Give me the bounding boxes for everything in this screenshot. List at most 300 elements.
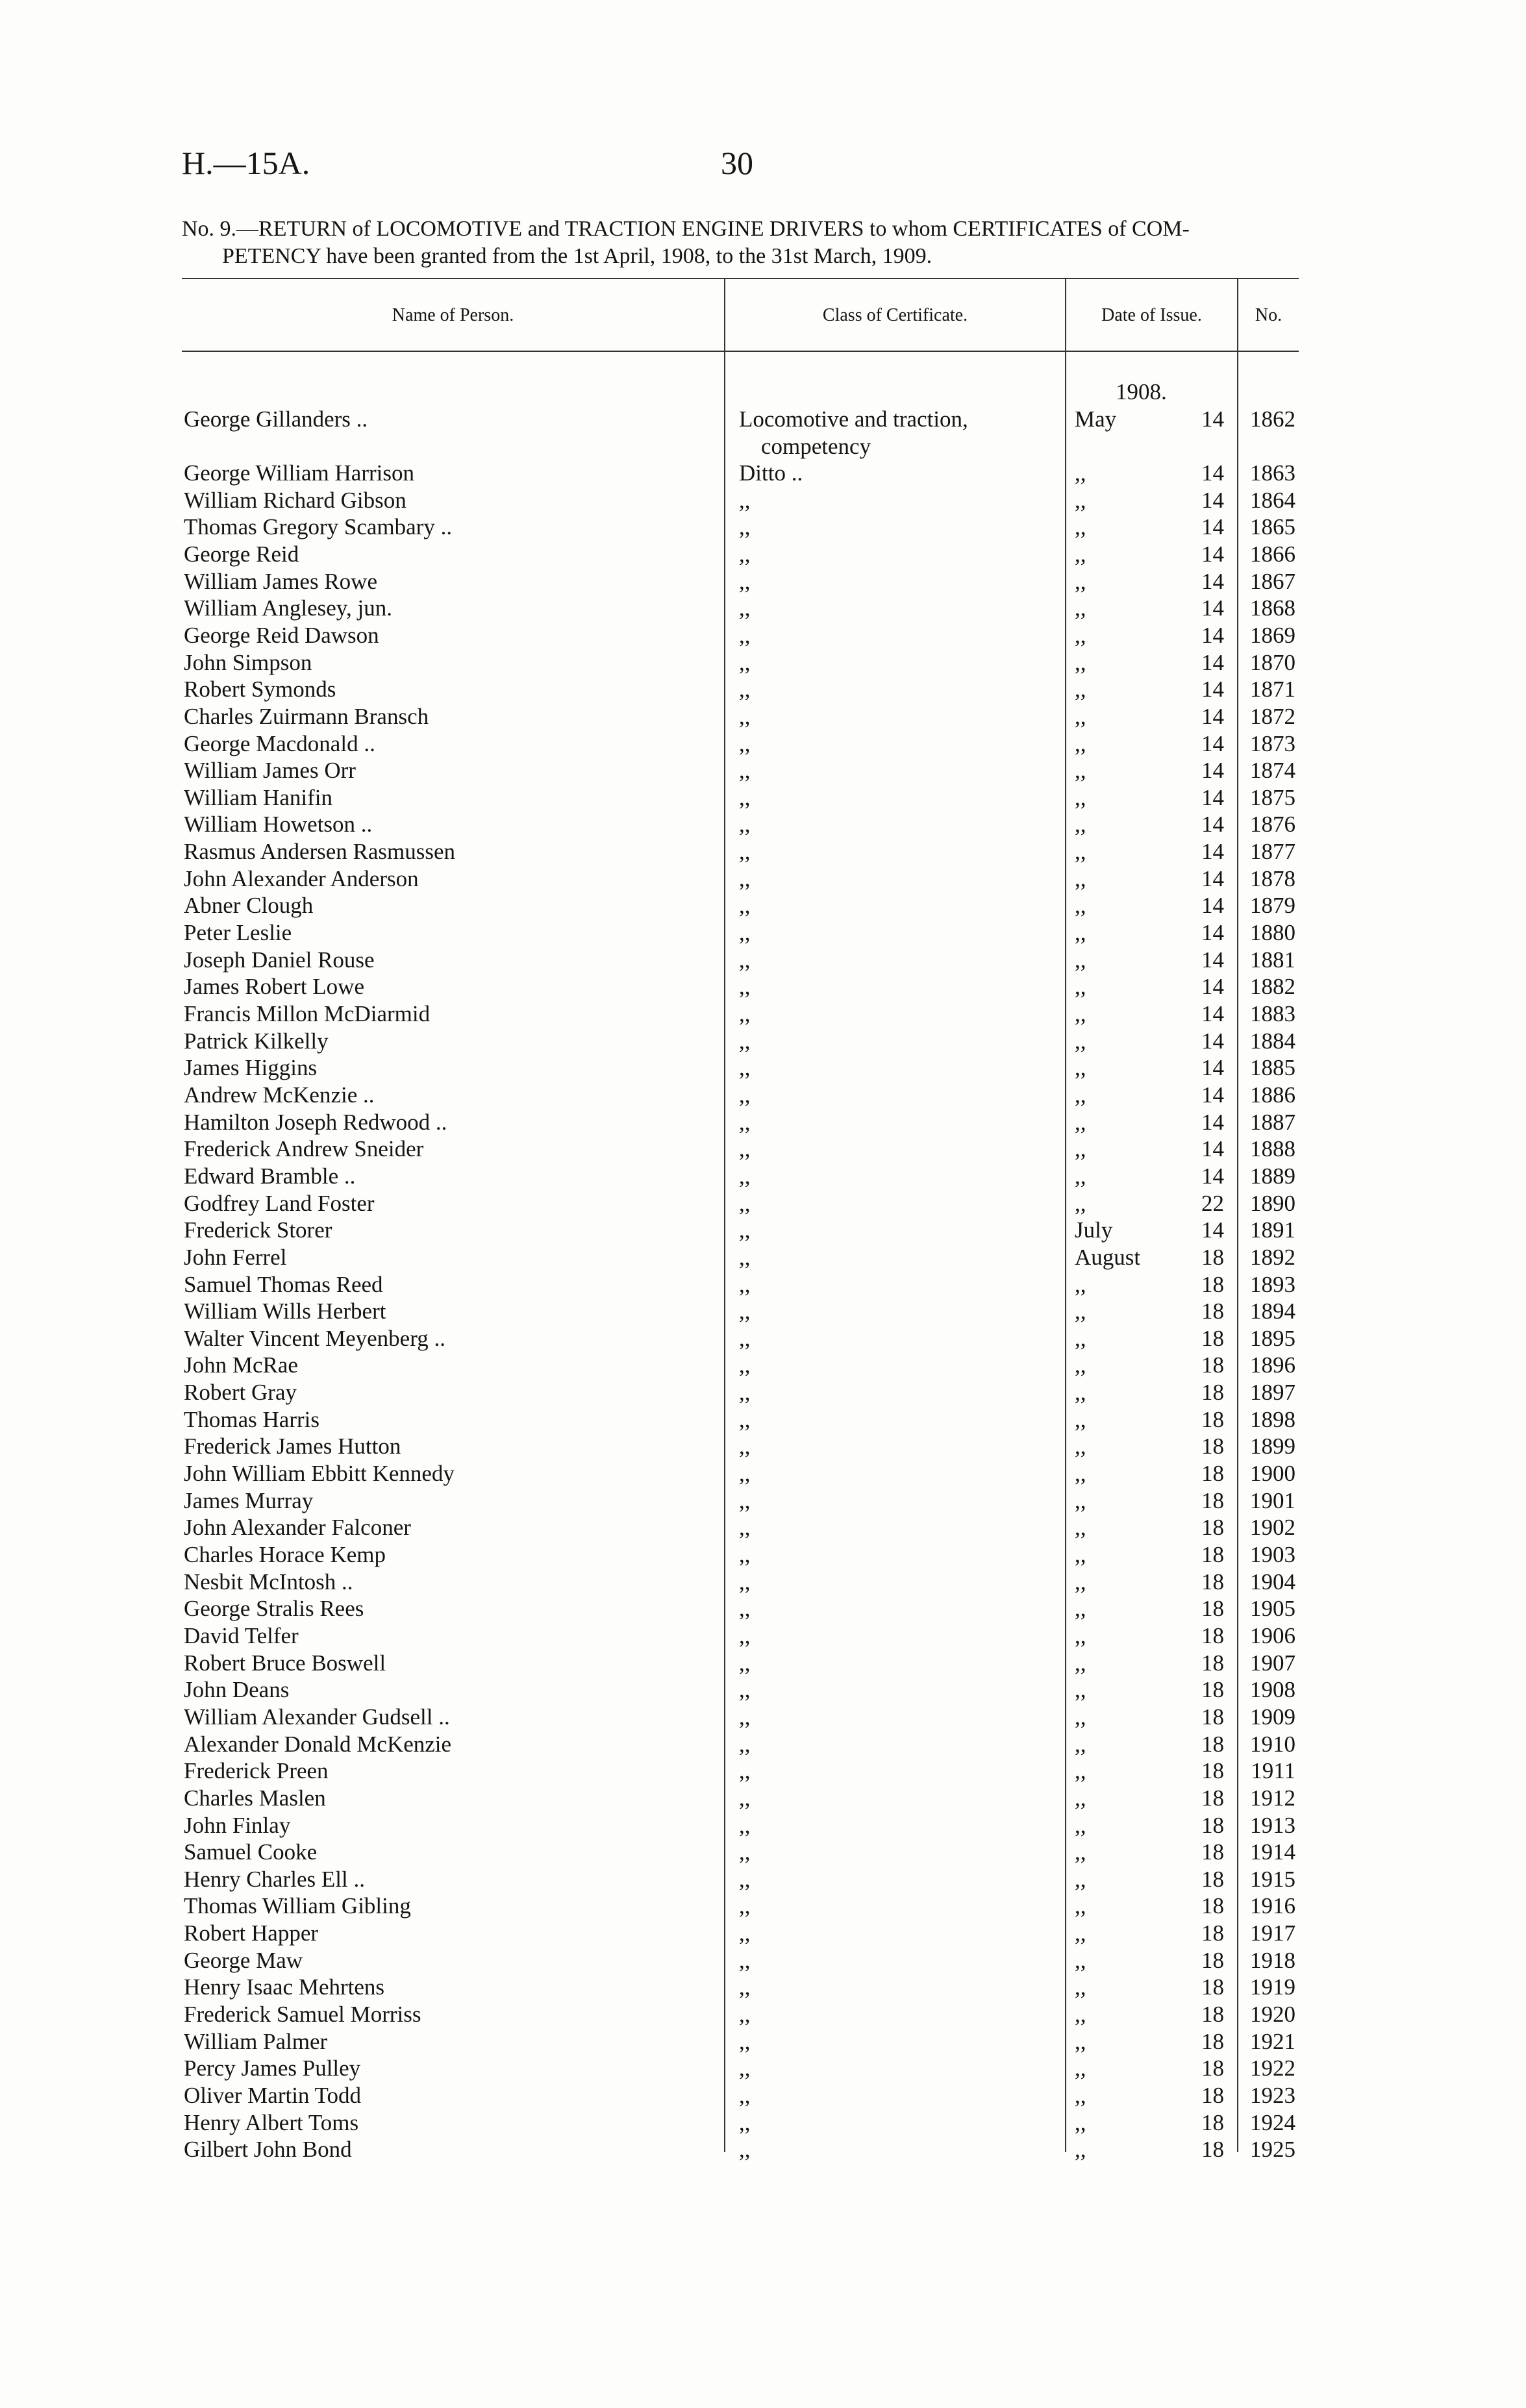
person-name: Robert Gray xyxy=(184,1380,297,1406)
certificate-class: ,, xyxy=(739,541,751,567)
person-name: John Simpson xyxy=(184,649,312,675)
person-name: William James Orr xyxy=(184,758,356,784)
person-name: John Alexander Falconer xyxy=(184,1515,411,1541)
person-name: William Howetson .. xyxy=(184,812,373,838)
certificate-class: ,, xyxy=(739,1785,751,1811)
person-name: Godfrey Land Foster xyxy=(184,1190,375,1216)
person-name: James Murray xyxy=(184,1487,314,1513)
certificate-no: 1904 xyxy=(1250,1569,1295,1595)
certificate-no: 1925 xyxy=(1250,2137,1295,2163)
issue-month: ,, xyxy=(1075,1109,1086,1135)
person-name: Robert Symonds xyxy=(184,676,336,702)
certificate-no: 1874 xyxy=(1250,758,1295,784)
issue-month: ,, xyxy=(1075,1082,1086,1108)
certificate-no: 1883 xyxy=(1250,1001,1295,1026)
person-name: John Finlay xyxy=(184,1812,291,1838)
certificate-class: ,, xyxy=(739,812,751,838)
certificate-class: ,, xyxy=(739,1298,751,1324)
person-name: Nesbit McIntosh .. xyxy=(184,1569,353,1595)
certificate-class: ,, xyxy=(739,2055,751,2081)
certificate-no: 1876 xyxy=(1250,812,1295,838)
person-name: William Hanifin xyxy=(184,784,332,810)
title-line-2: PETENCY have been granted from the 1st April, 1908, to the 31st March, 1909. xyxy=(222,244,932,268)
issue-day: 14 xyxy=(1201,839,1224,865)
certificate-class: Locomotive and traction, xyxy=(739,406,968,432)
person-name: Henry Charles Ell .. xyxy=(184,1866,365,1892)
certificate-no: 1911 xyxy=(1251,1758,1295,1784)
certificate-class: Ditto .. xyxy=(739,460,803,486)
issue-month: ,, xyxy=(1075,1028,1086,1054)
issue-month: ,, xyxy=(1075,1163,1086,1189)
issue-day: 18 xyxy=(1201,1920,1224,1946)
person-name: George Reid xyxy=(184,541,299,567)
issue-day: 14 xyxy=(1201,1109,1224,1135)
person-name: Francis Millon McDiarmid xyxy=(184,1001,431,1026)
issue-day: 18 xyxy=(1201,1947,1224,1973)
issue-day: 14 xyxy=(1201,1217,1224,1243)
issue-month: ,, xyxy=(1075,1758,1086,1784)
certificate-class: ,, xyxy=(739,2137,751,2163)
certificate-class: ,, xyxy=(739,1380,751,1406)
issue-month: ,, xyxy=(1075,514,1086,540)
issue-month: May xyxy=(1075,406,1117,432)
issue-month: ,, xyxy=(1075,1622,1086,1648)
certificate-no: 1891 xyxy=(1250,1217,1295,1243)
issue-month: ,, xyxy=(1075,1596,1086,1622)
person-name: George Gillanders .. xyxy=(184,406,368,432)
certificate-class: ,, xyxy=(739,1352,751,1378)
certificate-class: ,, xyxy=(739,1163,751,1189)
issue-month: ,, xyxy=(1075,2137,1086,2163)
certificate-class: ,, xyxy=(739,1569,751,1595)
certificate-class: ,, xyxy=(739,1542,751,1567)
certificate-class: ,, xyxy=(739,2028,751,2054)
issue-day: 14 xyxy=(1201,649,1224,675)
issue-month: ,, xyxy=(1075,1380,1086,1406)
issue-day: 18 xyxy=(1201,2002,1224,2028)
certificate-no: 1873 xyxy=(1250,730,1295,756)
person-name: James Robert Lowe xyxy=(184,974,364,1000)
person-name: Joseph Daniel Rouse xyxy=(184,947,375,973)
certificate-class: ,, xyxy=(739,893,751,919)
certificate-class: ,, xyxy=(739,2002,751,2028)
certificate-no: 1915 xyxy=(1250,1866,1295,1892)
issue-day: 14 xyxy=(1201,784,1224,810)
certificate-no: 1875 xyxy=(1250,784,1295,810)
certificate-no: 1863 xyxy=(1250,460,1295,486)
certificate-no: 1922 xyxy=(1250,2055,1295,2081)
issue-day: 18 xyxy=(1201,1298,1224,1324)
issue-day: 18 xyxy=(1201,2055,1224,2081)
issue-month: ,, xyxy=(1075,812,1086,838)
person-name: Percy James Pulley xyxy=(184,2055,361,2081)
certificate-class: ,, xyxy=(739,1001,751,1026)
certificate-class: ,, xyxy=(739,1677,751,1703)
certificate-no: 1866 xyxy=(1250,541,1295,567)
issue-day: 18 xyxy=(1201,2028,1224,2054)
certificate-no: 1918 xyxy=(1250,1947,1295,1973)
certificate-class: ,, xyxy=(739,703,751,729)
person-name: Rasmus Andersen Rasmussen xyxy=(184,839,456,865)
issue-day: 14 xyxy=(1201,703,1224,729)
person-name: Hamilton Joseph Redwood .. xyxy=(184,1109,447,1135)
issue-month: ,, xyxy=(1075,2109,1086,2135)
issue-day: 18 xyxy=(1201,2109,1224,2135)
person-name: Patrick Kilkelly xyxy=(184,1028,329,1054)
issue-month: ,, xyxy=(1075,1271,1086,1297)
certificate-class: ,, xyxy=(739,2109,751,2135)
issue-month: ,, xyxy=(1075,1487,1086,1513)
certificate-class: ,, xyxy=(739,595,751,621)
issue-day: 18 xyxy=(1201,1866,1224,1892)
certificate-no: 1895 xyxy=(1250,1325,1295,1351)
certificate-no: 1885 xyxy=(1250,1055,1295,1081)
certificate-class: ,, xyxy=(739,568,751,594)
issue-day: 14 xyxy=(1201,1028,1224,1054)
person-name: John William Ebbitt Kennedy xyxy=(184,1461,455,1487)
issue-day: 14 xyxy=(1201,812,1224,838)
certificate-class: ,, xyxy=(739,1217,751,1243)
issue-month: ,, xyxy=(1075,784,1086,810)
person-name: Frederick James Hutton xyxy=(184,1434,401,1459)
issue-day: 14 xyxy=(1201,541,1224,567)
issue-day: 18 xyxy=(1201,1434,1224,1459)
certificate-no: 1886 xyxy=(1250,1082,1295,1108)
issue-month: ,, xyxy=(1075,541,1086,567)
person-name: Samuel Thomas Reed xyxy=(184,1271,383,1297)
certificate-class: ,, xyxy=(739,1731,751,1757)
person-name: William James Rowe xyxy=(184,568,377,594)
issue-month: ,, xyxy=(1075,1785,1086,1811)
issue-day: 18 xyxy=(1201,1677,1224,1703)
certificate-no: 1862 xyxy=(1250,406,1295,432)
certificate-class: ,, xyxy=(739,865,751,891)
person-name: John Ferrel xyxy=(184,1244,287,1270)
person-name: Abner Clough xyxy=(184,893,314,919)
person-name: Thomas Harris xyxy=(184,1406,319,1432)
certificate-no: 1887 xyxy=(1250,1109,1295,1135)
column-header-date: Date of Issue. xyxy=(1101,305,1202,325)
certificate-class: ,, xyxy=(739,1136,751,1162)
issue-month: ,, xyxy=(1075,568,1086,594)
certificate-no: 1896 xyxy=(1250,1352,1295,1378)
person-name: William Anglesey, jun. xyxy=(184,595,392,621)
issue-month: ,, xyxy=(1075,2002,1086,2028)
certificate-class: ,, xyxy=(739,758,751,784)
certificate-class-cont: competency xyxy=(761,434,871,459)
issue-day: 18 xyxy=(1201,1325,1224,1351)
certificate-no: 1872 xyxy=(1250,703,1295,729)
issue-day: 18 xyxy=(1201,2137,1224,2163)
person-name: Henry Albert Toms xyxy=(184,2109,359,2135)
certificate-no: 1877 xyxy=(1250,839,1295,865)
certificate-no: 1899 xyxy=(1250,1434,1295,1459)
issue-month: ,, xyxy=(1075,1812,1086,1838)
issue-day: 18 xyxy=(1201,1244,1224,1270)
person-name: John McRae xyxy=(184,1352,298,1378)
certificate-class: ,, xyxy=(739,1650,751,1676)
issue-day: 18 xyxy=(1201,1271,1224,1297)
issue-day: 18 xyxy=(1201,1622,1224,1648)
person-name: James Higgins xyxy=(184,1055,318,1081)
issue-month: ,, xyxy=(1075,595,1086,621)
issue-month: ,, xyxy=(1075,1866,1086,1892)
person-name: Peter Leslie xyxy=(184,920,292,946)
certificate-class: ,, xyxy=(739,1325,751,1351)
issue-day: 18 xyxy=(1201,1515,1224,1541)
certificate-class: ,, xyxy=(739,1622,751,1648)
certificate-class: ,, xyxy=(739,1974,751,2000)
issue-day: 14 xyxy=(1201,1163,1224,1189)
issue-month: ,, xyxy=(1075,1731,1086,1757)
issue-month: ,, xyxy=(1075,1190,1086,1216)
issue-day: 14 xyxy=(1201,595,1224,621)
issue-month: ,, xyxy=(1075,1839,1086,1865)
certificate-no: 1903 xyxy=(1250,1542,1295,1567)
year-label: 1908. xyxy=(1116,379,1167,404)
certificate-class: ,, xyxy=(739,1434,751,1459)
certificate-class: ,, xyxy=(739,1190,751,1216)
certificate-no: 1898 xyxy=(1250,1406,1295,1432)
issue-day: 14 xyxy=(1201,487,1224,513)
col-divider-3 xyxy=(1237,279,1238,2152)
certificate-class: ,, xyxy=(739,974,751,1000)
issue-day: 18 xyxy=(1201,1704,1224,1730)
certificate-class: ,, xyxy=(739,514,751,540)
issue-day: 14 xyxy=(1201,1082,1224,1108)
issue-day: 18 xyxy=(1201,1839,1224,1865)
certificate-class: ,, xyxy=(739,1812,751,1838)
certificate-no: 1913 xyxy=(1250,1812,1295,1838)
certificate-no: 1871 xyxy=(1250,676,1295,702)
certificate-no: 1901 xyxy=(1250,1487,1295,1513)
col-divider-2 xyxy=(1065,279,1066,2152)
person-name: Charles Horace Kemp xyxy=(184,1542,386,1567)
person-name: Henry Isaac Mehrtens xyxy=(184,1974,385,2000)
issue-day: 14 xyxy=(1201,460,1224,486)
issue-month: ,, xyxy=(1075,1325,1086,1351)
certificate-no: 1910 xyxy=(1250,1731,1295,1757)
certificate-no: 1914 xyxy=(1250,1839,1295,1865)
person-name: George William Harrison xyxy=(184,460,414,486)
issue-month: ,, xyxy=(1075,1136,1086,1162)
person-name: Frederick Storer xyxy=(184,1217,332,1243)
issue-day: 14 xyxy=(1201,622,1224,648)
person-name: Gilbert John Bond xyxy=(184,2137,352,2163)
issue-month: ,, xyxy=(1075,2083,1086,2108)
person-name: Frederick Samuel Morriss xyxy=(184,2002,421,2028)
person-name: Robert Bruce Boswell xyxy=(184,1650,386,1676)
header-bottom-rule xyxy=(182,351,1299,352)
person-name: William Wills Herbert xyxy=(184,1298,386,1324)
issue-month: ,, xyxy=(1075,1434,1086,1459)
certificate-no: 1917 xyxy=(1250,1920,1295,1946)
issue-month: ,, xyxy=(1075,649,1086,675)
issue-day: 18 xyxy=(1201,2083,1224,2108)
issue-day: 18 xyxy=(1201,1785,1224,1811)
certificate-no: 1878 xyxy=(1250,865,1295,891)
person-name: Frederick Andrew Sneider xyxy=(184,1136,424,1162)
certificate-class: ,, xyxy=(739,1758,751,1784)
issue-month: ,, xyxy=(1075,703,1086,729)
certificate-class: ,, xyxy=(739,649,751,675)
person-name: David Telfer xyxy=(184,1622,299,1648)
certificate-no: 1892 xyxy=(1250,1244,1295,1270)
person-name: Alexander Donald McKenzie xyxy=(184,1731,452,1757)
issue-month: ,, xyxy=(1075,460,1086,486)
issue-day: 14 xyxy=(1201,406,1224,432)
table-title xyxy=(182,216,1299,270)
certificate-no: 1900 xyxy=(1250,1461,1295,1487)
certificate-no: 1894 xyxy=(1250,1298,1295,1324)
certificate-class: ,, xyxy=(739,676,751,702)
person-name: Samuel Cooke xyxy=(184,1839,318,1865)
person-name: John Alexander Anderson xyxy=(184,865,419,891)
certificate-no: 1924 xyxy=(1250,2109,1295,2135)
certificate-no: 1880 xyxy=(1250,920,1295,946)
issue-month: ,, xyxy=(1075,1569,1086,1595)
certificate-class: ,, xyxy=(739,1596,751,1622)
person-name: John Deans xyxy=(184,1677,290,1703)
certificate-class: ,, xyxy=(739,947,751,973)
certificate-no: 1912 xyxy=(1250,1785,1295,1811)
issue-month: August xyxy=(1075,1244,1141,1270)
issue-month: ,, xyxy=(1075,758,1086,784)
issue-day: 18 xyxy=(1201,1758,1224,1784)
issue-month: ,, xyxy=(1075,1893,1086,1919)
certificate-class: ,, xyxy=(739,1893,751,1919)
page-number: 30 xyxy=(721,145,753,181)
person-name: George Macdonald .. xyxy=(184,730,375,756)
person-name: George Maw xyxy=(184,1947,303,1973)
certificate-class: ,, xyxy=(739,622,751,648)
issue-day: 14 xyxy=(1201,568,1224,594)
certificate-class: ,, xyxy=(739,1461,751,1487)
certificate-no: 1905 xyxy=(1250,1596,1295,1622)
certificate-class: ,, xyxy=(739,920,751,946)
issue-day: 14 xyxy=(1201,514,1224,540)
issue-day: 18 xyxy=(1201,1461,1224,1487)
issue-month: ,, xyxy=(1075,974,1086,1000)
issue-month: ,, xyxy=(1075,1298,1086,1324)
issue-month: ,, xyxy=(1075,1001,1086,1026)
issue-day: 22 xyxy=(1201,1190,1224,1216)
column-header-name: Name of Person. xyxy=(392,305,514,325)
certificate-no: 1916 xyxy=(1250,1893,1295,1919)
person-name: Andrew McKenzie .. xyxy=(184,1082,375,1108)
person-name: Charles Zuirmann Bransch xyxy=(184,703,429,729)
issue-month: ,, xyxy=(1075,1650,1086,1676)
issue-day: 18 xyxy=(1201,1352,1224,1378)
document-code: H.—15A. xyxy=(182,145,310,181)
issue-day: 14 xyxy=(1201,865,1224,891)
certificate-class: ,, xyxy=(739,1839,751,1865)
table-top-rule xyxy=(182,278,1299,279)
certificate-no: 1889 xyxy=(1250,1163,1295,1189)
certificate-class: ,, xyxy=(739,784,751,810)
issue-month: ,, xyxy=(1075,1677,1086,1703)
issue-month: ,, xyxy=(1075,1406,1086,1432)
issue-day: 14 xyxy=(1201,974,1224,1000)
issue-month: ,, xyxy=(1075,920,1086,946)
certificate-no: 1882 xyxy=(1250,974,1295,1000)
certificate-no: 1909 xyxy=(1250,1704,1295,1730)
person-name: William Palmer xyxy=(184,2028,328,2054)
issue-month: ,, xyxy=(1075,622,1086,648)
certificate-no: 1865 xyxy=(1250,514,1295,540)
person-name: Robert Happer xyxy=(184,1920,319,1946)
person-name: Oliver Martin Todd xyxy=(184,2083,361,2108)
column-header-no: No. xyxy=(1255,305,1282,325)
certificate-class: ,, xyxy=(739,1109,751,1135)
certificate-class: ,, xyxy=(739,1487,751,1513)
certificate-class: ,, xyxy=(739,730,751,756)
certificate-class: ,, xyxy=(739,1704,751,1730)
issue-month: ,, xyxy=(1075,839,1086,865)
certificate-no: 1890 xyxy=(1250,1190,1295,1216)
certificate-class: ,, xyxy=(739,2083,751,2108)
certificate-class: ,, xyxy=(739,1244,751,1270)
certificate-no: 1870 xyxy=(1250,649,1295,675)
certificate-no: 1868 xyxy=(1250,595,1295,621)
issue-month: ,, xyxy=(1075,2028,1086,2054)
issue-day: 18 xyxy=(1201,1406,1224,1432)
certificate-no: 1881 xyxy=(1250,947,1295,973)
certificate-no: 1879 xyxy=(1250,893,1295,919)
certificate-no: 1919 xyxy=(1250,1974,1295,2000)
issue-month: ,, xyxy=(1075,1055,1086,1081)
certificate-class: ,, xyxy=(739,1947,751,1973)
issue-month: ,, xyxy=(1075,865,1086,891)
certificate-class: ,, xyxy=(739,1028,751,1054)
issue-day: 18 xyxy=(1201,1569,1224,1595)
issue-month: ,, xyxy=(1075,487,1086,513)
issue-month: ,, xyxy=(1075,2055,1086,2081)
issue-day: 18 xyxy=(1201,1542,1224,1567)
certificate-no: 1921 xyxy=(1250,2028,1295,2054)
issue-month: ,, xyxy=(1075,1920,1086,1946)
person-name: Walter Vincent Meyenberg .. xyxy=(184,1325,445,1351)
issue-month: ,, xyxy=(1075,1515,1086,1541)
issue-day: 18 xyxy=(1201,1596,1224,1622)
certificate-no: 1869 xyxy=(1250,622,1295,648)
certificate-no: 1920 xyxy=(1250,2002,1295,2028)
certificate-class: ,, xyxy=(739,1866,751,1892)
person-name: Charles Maslen xyxy=(184,1785,326,1811)
issue-day: 14 xyxy=(1201,676,1224,702)
person-name: George Stralis Rees xyxy=(184,1596,364,1622)
issue-day: 18 xyxy=(1201,1812,1224,1838)
certificate-class: ,, xyxy=(739,487,751,513)
issue-month: ,, xyxy=(1075,730,1086,756)
certificate-class: ,, xyxy=(739,1515,751,1541)
person-name: Frederick Preen xyxy=(184,1758,329,1784)
certificate-class: ,, xyxy=(739,839,751,865)
person-name: William Alexander Gudsell .. xyxy=(184,1704,450,1730)
issue-day: 14 xyxy=(1201,758,1224,784)
issue-month: July xyxy=(1075,1217,1113,1243)
certificate-no: 1893 xyxy=(1250,1271,1295,1297)
issue-day: 14 xyxy=(1201,1001,1224,1026)
issue-day: 14 xyxy=(1201,947,1224,973)
certificate-no: 1906 xyxy=(1250,1622,1295,1648)
column-header-class: Class of Certificate. xyxy=(822,305,968,325)
certificate-class: ,, xyxy=(739,1055,751,1081)
certificate-class: ,, xyxy=(739,1271,751,1297)
issue-month: ,, xyxy=(1075,676,1086,702)
issue-day: 18 xyxy=(1201,1974,1224,2000)
issue-day: 18 xyxy=(1201,1893,1224,1919)
